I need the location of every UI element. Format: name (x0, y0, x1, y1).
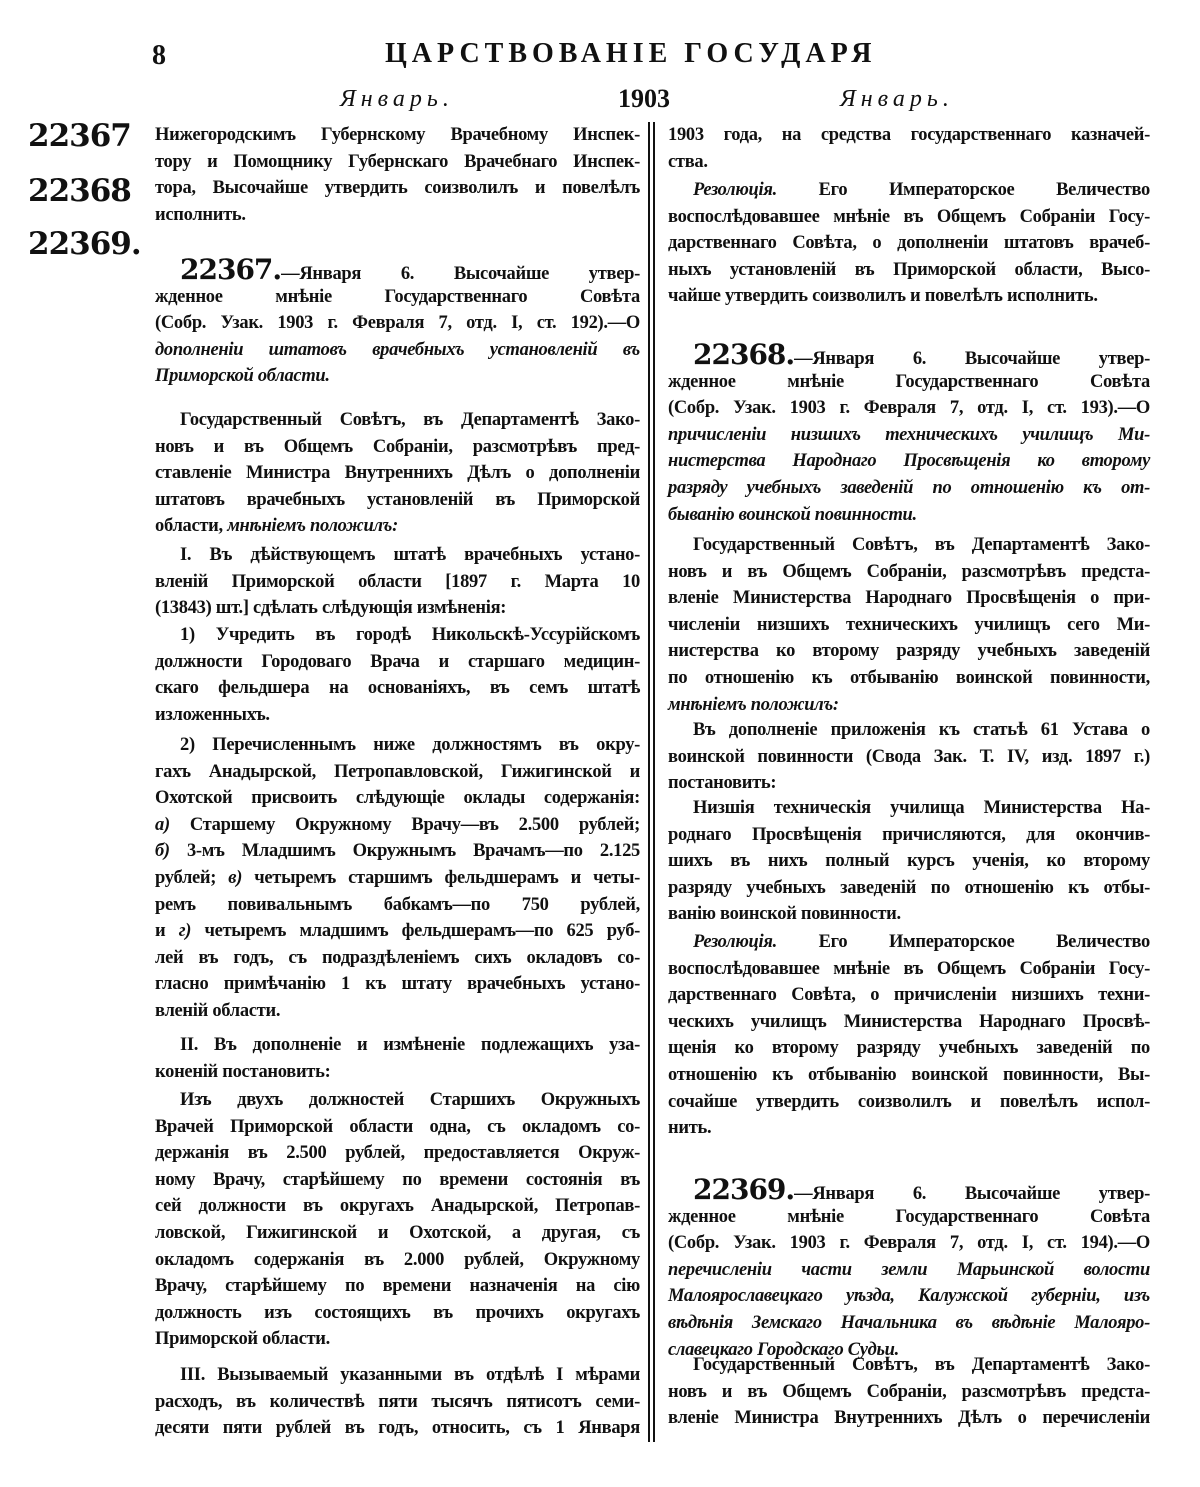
text-run: I. Въ дѣйствующемъ штатѣ врачебныхъ устано- (180, 545, 640, 565)
paragraph (668, 122, 1150, 175)
column-divider (648, 122, 650, 1442)
text-run: новъ и въ Общемъ Собраніи, разсмотрѣвъ предста- (668, 1381, 1150, 1402)
paragraph (155, 1087, 640, 1353)
text-line (155, 569, 640, 596)
italic-run: разряду учебныхъ заведеній по отношенію къ от- (668, 477, 1150, 498)
text-line (668, 1379, 1150, 1406)
text-line (155, 595, 640, 622)
text-line (668, 929, 1150, 956)
text-line (155, 1389, 640, 1416)
text-line (668, 1062, 1150, 1089)
text-run: Въ дополненіе приложенія къ статьѣ 61 Устава о (693, 720, 1150, 740)
paragraph (155, 732, 640, 1025)
text-line (668, 422, 1150, 449)
text-line (668, 283, 1150, 310)
paragraph (668, 717, 1150, 797)
text-line (668, 395, 1150, 422)
text-line (155, 675, 640, 702)
text-run: Государственный Совѣтъ, въ Департаментѣ Зако- (693, 535, 1150, 555)
entry-number: 22367. (180, 253, 282, 286)
text-run: Врачей Приморской области одна, съ окладомъ со- (155, 1116, 640, 1137)
italic-run: перечисленіи части земли Марьинской волости (668, 1259, 1150, 1280)
text-line (155, 284, 640, 311)
italic-run: нистерства Народнаго Просвѣщенія ко второму (668, 451, 1150, 472)
text-run: сочайше утвердить соизволилъ и повелѣлъ испол- (668, 1091, 1150, 1112)
text-line (668, 822, 1150, 849)
column-divider (653, 122, 655, 1442)
text-line (155, 918, 640, 945)
text-line (155, 149, 640, 176)
text-line (155, 253, 640, 286)
paragraph (155, 253, 640, 390)
running-title: ЦАРСТВОВАНІЕ ГОСУДАРЯ (385, 38, 877, 69)
text-run: изложенныхъ. (155, 704, 270, 725)
text-run: Старшему Окружному Врачу—въ 2.500 рублей; (169, 814, 640, 835)
text-run: —Января 6. Высочайше утвер- (281, 264, 640, 284)
text-line (155, 702, 640, 729)
paragraph (155, 1032, 640, 1085)
italic-run: дополненіи штатовъ врачебныхъ установленій въ (155, 339, 640, 360)
text-line (155, 1273, 640, 1300)
text-line (155, 175, 640, 202)
text-run: чайше утвердить соизволилъ и повелѣлъ исполнить. (668, 286, 1098, 307)
text-line (668, 1405, 1150, 1432)
text-line (155, 542, 640, 569)
italic-run: мнѣніемъ положилъ: (227, 516, 398, 537)
italic-run: причисленіи низшихъ техническихъ училищъ Ми- (668, 424, 1150, 445)
margin-number: 22367 (28, 118, 131, 154)
text-line (668, 744, 1150, 771)
text-line (668, 559, 1150, 586)
text-line (668, 1009, 1150, 1036)
text-line (155, 998, 640, 1025)
entry-number: 22368. (693, 338, 795, 371)
text-run: дарственнаго Совѣта, о причисленіи низшихъ техни- (668, 985, 1150, 1006)
text-run: гахъ Анадырской, Петропавловской, Гижигинской и (155, 761, 640, 782)
text-run: четыремъ младшимъ фельдшерамъ—по 625 руб- (191, 921, 641, 942)
italic-run: в) (228, 867, 243, 888)
text-line (155, 1140, 640, 1167)
text-run: нить. (668, 1118, 712, 1139)
text-line (155, 337, 640, 364)
margin-number: 22369. (28, 226, 141, 262)
text-run: и (155, 921, 179, 942)
italic-run: быванію воинской повинности. (668, 504, 917, 525)
text-line (155, 460, 640, 487)
text-line (668, 1035, 1150, 1062)
text-run: новъ и въ Общемъ Собраніи, разсмотрѣвъ пред- (155, 436, 640, 457)
text-line (668, 448, 1150, 475)
text-line (668, 1230, 1150, 1257)
text-run: II. Въ дополненіе и измѣненіе подлежащихъ уза- (180, 1035, 640, 1055)
text-run: Охотской присвоить слѣдующіе оклады содержанія: (155, 788, 640, 809)
text-line (668, 1115, 1150, 1142)
text-run: 3-мъ Младшимъ Окружнымъ Врачамъ—по 2.125 (169, 841, 640, 862)
paragraph (668, 1173, 1150, 1363)
italic-run: славецкаго Городскаго Судьи. (668, 1339, 899, 1360)
text-run: исполнить. (155, 204, 246, 225)
paragraph (155, 622, 640, 728)
entry-number: 22369. (693, 1173, 795, 1206)
paragraph (668, 532, 1150, 718)
text-line (155, 434, 640, 461)
text-run: Приморской области. (155, 1329, 330, 1350)
text-run: (Собр. Узак. 1903 г. Февраля 7, отд. I, ст. 194).—О (668, 1233, 1150, 1254)
text-run: жденное мнѣніе Государственнаго Совѣта (155, 286, 640, 307)
text-run: 1) Учредить въ городѣ Никольскѣ-Уссурійскомъ (180, 625, 640, 645)
text-line (668, 177, 1150, 204)
text-line (155, 649, 640, 676)
text-run: ремъ повивальнымъ бабкамъ—по 750 рублей, (155, 894, 640, 915)
text-run: вленій области. (155, 1000, 281, 1021)
month-left: Январь. (340, 86, 454, 112)
text-run: III. Вызываемый указанными въ отдѣлѣ I мѣрами (180, 1365, 640, 1385)
text-run: шихъ въ нихъ полный курсъ ученія, ко второму (668, 851, 1150, 872)
year: 1903 (618, 84, 670, 113)
text-run: ловской, Гижигинской и Охотской, а другая, съ (155, 1222, 640, 1243)
text-run: штатовъ врачебныхъ установленій въ Приморской (155, 489, 640, 510)
text-line (668, 1352, 1150, 1379)
text-run: воспослѣдовавшее мнѣніе въ Общемъ Собраніи Госу- (668, 958, 1150, 979)
text-line (155, 1247, 640, 1274)
paragraph (668, 1352, 1150, 1432)
text-line (155, 865, 640, 892)
month-right: Январь. (840, 86, 954, 112)
text-run: щенія ко второму разряду учебныхъ заведеній по (668, 1038, 1150, 1059)
paragraph (155, 1362, 640, 1442)
italic-run: б) (155, 841, 170, 862)
italic-run: вѣдѣнія Земскаго Начальника въ вѣдѣніе Малояро- (668, 1312, 1150, 1333)
paragraph (668, 177, 1150, 310)
text-run: —Января 6. Высочайше утвер- (794, 1184, 1150, 1204)
text-line (668, 1310, 1150, 1337)
text-line (668, 1283, 1150, 1310)
text-line (668, 956, 1150, 983)
italic-run: Резолюція. (693, 932, 777, 952)
text-line (668, 122, 1150, 149)
text-run: лей въ годъ, съ подраздѣленіемъ сихъ окладовъ со- (155, 947, 640, 968)
text-line (668, 338, 1150, 371)
text-line (155, 487, 640, 514)
text-run: вленіе Министра Внутреннихъ Дѣлъ о перечисленіи (668, 1408, 1150, 1429)
text-run: ныхъ установленій въ Приморской области, Высо- (668, 259, 1150, 280)
text-run: роднаго Просвѣщенія причисляются, для окончив- (668, 824, 1150, 845)
text-run: области, (155, 516, 228, 537)
text-run: ванію воинской повинности. (668, 904, 901, 925)
italic-run: Малоярославецкаго уѣзда, Калужской губерніи, изъ (668, 1286, 1150, 1307)
text-line (155, 310, 640, 337)
text-run: Государственный Совѣтъ, въ Департаментѣ Зако- (180, 410, 640, 430)
text-line (668, 369, 1150, 396)
text-line (155, 1193, 640, 1220)
text-run: вленій Приморской области [1897 г. Марта 10 (155, 571, 640, 592)
text-line (155, 785, 640, 812)
text-line (155, 1114, 640, 1141)
text-line (668, 257, 1150, 284)
text-line (668, 230, 1150, 257)
text-run: ставленіе Министра Внутреннихъ Дѣлъ о дополненіи (155, 463, 640, 484)
text-line (155, 202, 640, 229)
italic-run: Резолюція. (693, 180, 777, 200)
text-run: вленіе Министерства Народнаго Просвѣщенія о при- (668, 588, 1150, 609)
text-line (155, 1326, 640, 1353)
text-run: десяти пяти рублей въ годъ, относить, съ 1 Января (155, 1418, 640, 1439)
text-run: Врачу, старѣйшему по времени назначенія на сію (155, 1276, 640, 1297)
text-run: 1903 года, на средства государственнаго казначей- (668, 125, 1150, 145)
text-line (155, 1415, 640, 1442)
paragraph (155, 122, 640, 228)
text-line (155, 812, 640, 839)
text-line (155, 363, 640, 390)
text-line (668, 848, 1150, 875)
text-line (668, 982, 1150, 1009)
text-line (155, 1087, 640, 1114)
text-line (155, 513, 640, 540)
text-run: рублей; (155, 867, 229, 888)
text-line (155, 1362, 640, 1389)
text-line (155, 759, 640, 786)
paragraph (668, 795, 1150, 928)
text-line (668, 795, 1150, 822)
text-line (155, 892, 640, 919)
text-run: четыремъ старшимъ фельдшерамъ и четы- (242, 867, 640, 888)
text-line (155, 732, 640, 759)
text-run: окладомъ содержанія въ 2.000 рублей, Окружному (155, 1249, 640, 1270)
paragraph (155, 407, 640, 540)
text-line (668, 204, 1150, 231)
paragraph (668, 929, 1150, 1142)
text-run: отношенію къ отбыванію воинской повинности, Вы- (668, 1064, 1150, 1085)
text-line (155, 622, 640, 649)
text-line (668, 770, 1150, 797)
italic-run: Приморской области. (155, 366, 330, 387)
text-run: нистерства ко второму разряду учебныхъ заведеній (668, 641, 1150, 662)
text-run: жденное мнѣніе Государственнаго Совѣта (668, 371, 1150, 392)
text-line (155, 1300, 640, 1327)
text-run: (Собр. Узак. 1903 г. Февраля 7, отд. I, ст. 193).—О (668, 398, 1150, 419)
text-run: ческихъ училищъ Министерства Народнаго Просвѣ- (668, 1011, 1150, 1032)
text-run: должности Городоваго Врача и старшаго медицин- (155, 651, 640, 672)
text-run: Его Императорское Величество (776, 932, 1150, 952)
text-run: разряду учебныхъ заведеній по отношенію къ отбы- (668, 877, 1150, 898)
text-run: тора, Высочайше утвердить соизволилъ и повелѣлъ (155, 178, 640, 199)
text-run: скаго фельдшера на основаніяхъ, въ семъ штатѣ (155, 678, 640, 699)
text-line (668, 901, 1150, 928)
text-line (668, 1089, 1150, 1116)
text-line (668, 475, 1150, 502)
text-line (668, 1204, 1150, 1231)
text-run: численіи низшихъ техническихъ училищъ сего Ми- (668, 614, 1150, 635)
text-run: ства. (668, 151, 708, 172)
text-line (668, 1173, 1150, 1206)
italic-run: мнѣніемъ положилъ: (668, 694, 839, 715)
text-line (155, 1059, 640, 1086)
text-line (155, 1032, 640, 1059)
text-line (155, 1220, 640, 1247)
text-run: дарственнаго Совѣта, о дополненіи штатовъ врачеб- (668, 233, 1150, 254)
text-run: по отношенію къ отбыванію воинской повинности, (668, 667, 1150, 688)
text-run: расходъ, въ количествѣ пяти тысячъ пятисотъ семи- (155, 1391, 640, 1412)
text-run: гласно примѣчанію 1 къ штату врачебныхъ устано- (155, 974, 640, 995)
text-line (668, 612, 1150, 639)
paragraph (668, 338, 1150, 528)
text-line (668, 1257, 1150, 1284)
text-line (155, 1167, 640, 1194)
text-run: сей должности въ округахъ Анадырской, Петропав- (155, 1196, 640, 1217)
text-run: ному Врачу, старѣйшему по времени состоянія въ (155, 1169, 640, 1190)
text-run: —Января 6. Высочайше утвер- (794, 349, 1150, 369)
text-run: жденное мнѣніе Государственнаго Совѣта (668, 1206, 1150, 1227)
text-run: держанія въ 2.500 рублей, предоставляется Окруж- (155, 1143, 640, 1164)
text-line (155, 122, 640, 149)
text-run: коненій постановить: (155, 1061, 331, 1082)
text-line (668, 665, 1150, 692)
margin-number: 22368 (28, 173, 131, 209)
text-line (668, 149, 1150, 176)
text-line (155, 407, 640, 434)
text-line (668, 638, 1150, 665)
text-run: (13843) шт.] сдѣлать слѣдующія измѣненія: (155, 598, 507, 619)
italic-run: г) (178, 921, 192, 942)
text-run: Низшія техническія училища Министерства На- (693, 798, 1150, 818)
text-run: (Собр. Узак. 1903 г. Февраля 7, отд. I, ст. 192).—О (155, 313, 640, 334)
text-line (668, 692, 1150, 719)
text-run: Изъ двухъ должностей Старшихъ Окружныхъ (180, 1090, 640, 1110)
text-run: должность изъ состоящихъ въ прочихъ округахъ (155, 1302, 640, 1323)
text-run: Его Императорское Величество (776, 180, 1150, 200)
text-line (155, 971, 640, 998)
text-run: Нижегородскимъ Губернскому Врачебному Инспек- (155, 125, 640, 145)
paragraph (155, 542, 640, 622)
text-run: постановить: (668, 773, 777, 794)
text-line (155, 838, 640, 865)
italic-run: а) (155, 814, 170, 835)
text-run: тору и Помощнику Губернскаго Врачебнаго Инспек- (155, 151, 640, 172)
page-number: 8 (152, 40, 166, 71)
text-line (668, 532, 1150, 559)
text-line (155, 945, 640, 972)
text-run: воинской повинности (Свода Зак. Т. IV, изд. 1897 г.) (668, 746, 1150, 767)
text-line (668, 717, 1150, 744)
text-run: новъ и въ Общемъ Собраніи, разсмотрѣвъ предста- (668, 561, 1150, 582)
text-line (668, 585, 1150, 612)
text-run: Государственный Совѣтъ, въ Департаментѣ Зако- (693, 1355, 1150, 1375)
text-line (668, 875, 1150, 902)
text-run: 2) Перечисленнымъ ниже должностямъ въ окру- (180, 735, 640, 755)
text-line (668, 502, 1150, 529)
text-run: воспослѣдовавшее мнѣніе въ Общемъ Собраніи Госу- (668, 206, 1150, 227)
